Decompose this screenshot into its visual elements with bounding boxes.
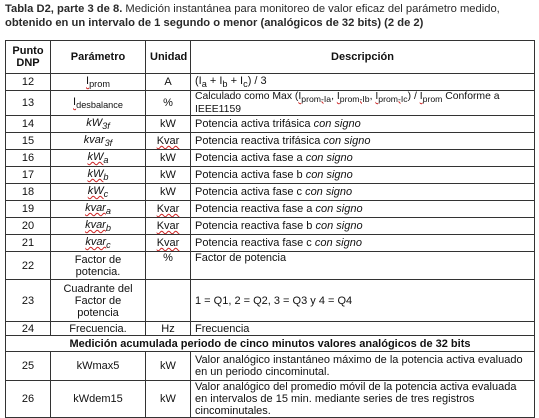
table-row: 25 kWmax5 kW Valor analógico instantáneo máximo de la potencia activa evaluado en un periodo cincominutal. xyxy=(6,352,535,381)
section-row: Medición acumulada periodo de cinco minutos valores analógicos de 32 bits xyxy=(6,336,535,352)
caption-line-2: obtenido en un intervalo de 1 segundo o menor (analógicos de 32 bits) (2 de 2) xyxy=(5,17,424,29)
caption-line-1: Tabla D2, parte 3 de 8. Medición instantánea para monitoreo de valor eficaz del parámetro medido, xyxy=(5,3,500,15)
table-row: 14 $kW_{3f}$ kW Potencia activa trifásica con signo xyxy=(6,116,535,133)
table-row: 15 kvar$_{3f}$ Kvar Potencia reactiva trifásica con signo xyxy=(6,133,535,150)
table-row: 18 $kW_c$ kW Potencia activa fase c con signo xyxy=(6,184,535,201)
table-row: 22 Factor de potencia. % Factor de potencia xyxy=(6,252,535,280)
header-param: Parámetro xyxy=(51,41,146,74)
table-caption xyxy=(5,2,535,30)
table-row: 13 $I_{desbalance}$ % Calculado como Max ($I_{prom-Ia}$, $I_{prom-Ib}$, $I_{prom-Ic}) / I_{prom}$ Conforme a IEEE1159 xyxy=(6,91,535,116)
table-row: 23 Cuadrante del Factor de potencia 1 = Q1, 2 = Q2, 3 = Q3 y 4 = Q4 xyxy=(6,280,535,322)
header-desc: Descripción xyxy=(191,41,535,74)
table-row: 17 $kW_b$ kW Potencia activa fase b con signo xyxy=(6,167,535,184)
table-row: 26 kWdem15 kW Valor analógico del promedio móvil de la potencia activa evaluada en intervalos de 15 min. mediante series de tres registros cincominutales. xyxy=(6,381,535,418)
header-row xyxy=(6,41,535,74)
table-row: 16 $kW_a$ kW Potencia activa fase a con signo xyxy=(6,150,535,167)
table-row: 24 Frecuencia. Hz Frecuencia xyxy=(6,322,535,336)
dnp-points-table xyxy=(5,40,535,418)
table-row: 21 kvar$_c$ Kvar Potencia reactiva fase c con signo xyxy=(6,235,535,252)
table-row: 19 kvar$_a$ Kvar Potencia reactiva fase a con signo xyxy=(6,201,535,218)
table-row: 20 kvar$_b$ Kvar Potencia reactiva fase b con signo xyxy=(6,218,535,235)
table-row: 12 $I_{prom}$ A $(I_a + I_b + I_c) / 3$ xyxy=(6,74,535,91)
header-point: Punto DNP xyxy=(6,41,51,74)
header-unit: Unidad xyxy=(146,41,191,74)
